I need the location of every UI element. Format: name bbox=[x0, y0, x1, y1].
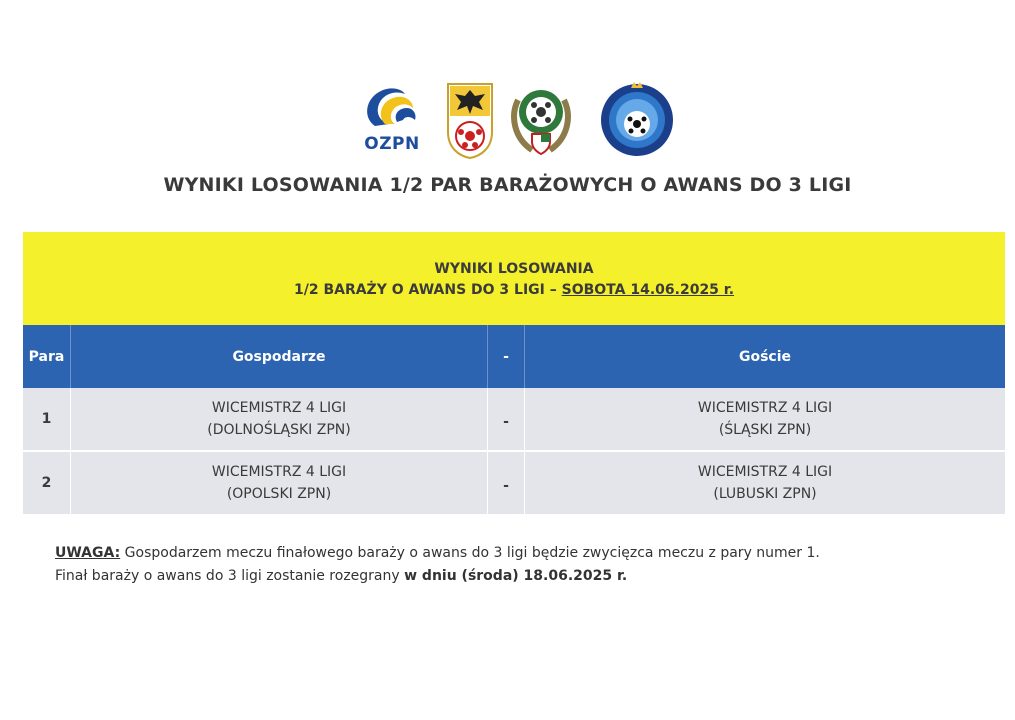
eagle-shield-icon bbox=[445, 80, 495, 160]
blue-ball-icon bbox=[598, 80, 676, 158]
row-away-team bbox=[524, 388, 1005, 450]
away-team-association: (LUBUSKI ZPN) bbox=[713, 486, 817, 502]
note-text-2: Finał baraży o awans do 3 ligi zostanie rozegrany bbox=[55, 568, 405, 584]
header-home: Gospodarze bbox=[70, 325, 487, 388]
table-row bbox=[23, 452, 1005, 514]
note-paragraph bbox=[55, 542, 975, 588]
ozpn-logo-text: OZPN bbox=[364, 134, 420, 154]
row-home-team bbox=[70, 452, 487, 514]
table-row bbox=[23, 388, 1005, 450]
note-final-date: w dniu (środa) 18.06.2025 r. bbox=[404, 568, 628, 584]
note-label: UWAGA: bbox=[55, 545, 121, 561]
away-team-title: WICEMISTRZ 4 LIGI bbox=[697, 400, 833, 416]
laurel-ball-icon bbox=[508, 80, 574, 160]
home-team-title: WICEMISTRZ 4 LIGI bbox=[211, 464, 347, 480]
home-team-title: WICEMISTRZ 4 LIGI bbox=[211, 400, 347, 416]
eagle-crest-logo bbox=[445, 80, 495, 160]
banner-title: WYNIKI LOSOWANIA bbox=[434, 261, 594, 277]
home-team-association: (OPOLSKI ZPN) bbox=[226, 486, 332, 502]
row-dash: - bbox=[487, 452, 524, 514]
banner-subtitle bbox=[23, 282, 1005, 298]
away-team-association: (ŚLĄSKI ZPN) bbox=[718, 422, 812, 438]
header-away: Goście bbox=[524, 325, 1005, 388]
header-dash: - bbox=[487, 325, 524, 388]
row-home-team bbox=[70, 388, 487, 450]
banner-date: SOBOTA 14.06.2025 r. bbox=[561, 282, 735, 298]
page-title: WYNIKI LOSOWANIA 1/2 PAR BARAŻOWYCH O AWANS DO 3 LIGI bbox=[163, 174, 852, 196]
note-line-2 bbox=[55, 565, 975, 588]
results-banner bbox=[23, 232, 1005, 325]
draw-results-table bbox=[23, 232, 1005, 510]
home-team-association: (DOLNOŚLĄSKI ZPN) bbox=[207, 422, 351, 438]
banner-subtitle-text: 1/2 BARAŻY O AWANS DO 3 LIGI – bbox=[293, 282, 562, 298]
row-dash: - bbox=[487, 388, 524, 450]
laurel-ball-logo bbox=[508, 80, 574, 160]
logo-strip bbox=[355, 80, 685, 160]
ozpn-emblem-icon bbox=[355, 80, 429, 132]
row-para: 1 bbox=[41, 411, 52, 427]
note-line-1 bbox=[55, 542, 975, 565]
header-para: Para bbox=[28, 348, 65, 365]
note-text-1: Gospodarzem meczu finałowego baraży o awans do 3 ligi będzie zwycięzca meczu z pary numer 1. bbox=[120, 545, 820, 561]
row-para: 2 bbox=[41, 475, 52, 491]
blue-ball-logo bbox=[598, 80, 676, 158]
table-header bbox=[23, 325, 1005, 388]
ozpn-logo bbox=[355, 80, 429, 160]
row-away-team bbox=[524, 452, 1005, 514]
away-team-title: WICEMISTRZ 4 LIGI bbox=[697, 464, 833, 480]
